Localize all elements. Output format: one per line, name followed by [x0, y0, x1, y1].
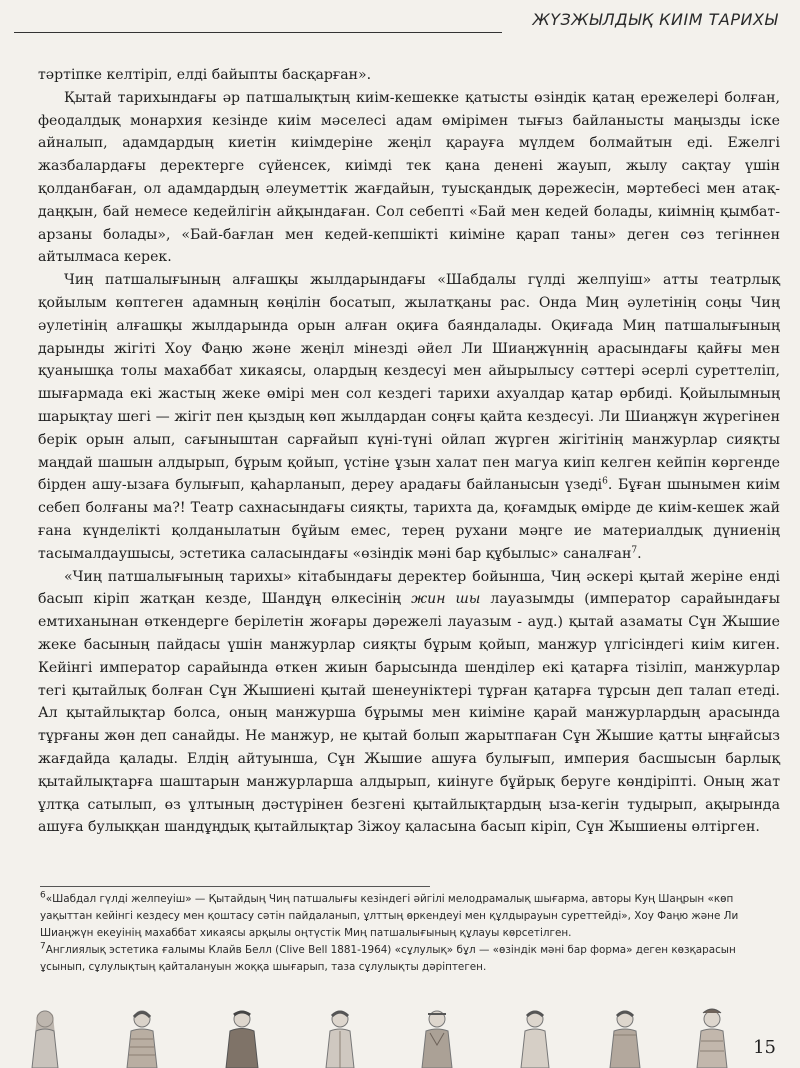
figure-sketch-5 — [412, 1005, 462, 1068]
footnote-6-mark: 6 — [40, 890, 46, 901]
footnote-7-text: Англиялық эстетика ғалымы Клайв Белл (Clive Bell 1881-1964) «сұлулық» бұл — «өзіндік мәні бар форма» деген көзқарасын ұсынып, сұлулықтың қайталануын жоққа шығарып, таза сұлулықты дәріптеген. — [40, 944, 736, 973]
header-title: ЖҮЗЖЫЛДЫҚ КИІМ ТАРИХЫ — [532, 10, 778, 29]
paragraph-3 — [38, 269, 780, 565]
paragraph-3-text-b: . Бұған шынымен киім себеп болғаны ма?! Театр сахнасындағы сияқты, тарихта да, қоғамдық өмірде де киім-кешек жай ғана күнделікті қолданылатын бұйым емес, терең рухани мәңге ие материалдық дүниенің тасымалдаушысы, эстетика саласындағы «өзіндік мәні бар құбылыс» саналған — [38, 477, 780, 562]
figure-sketch-8 — [687, 1005, 737, 1068]
footnotes — [40, 891, 780, 976]
paragraph-3-text-a: Чиң патшалығының алғашқы жылдарындағы «Шабдалы гүлді желпуіш» атты театрлық қойылым көптеген адамның көңілін босатып, жылатқаны рас. Онда Миң әулетінің соңы Чиң әулетінің алғашқы жылдарында орын алған оқиға баяндалады. Оқиғада Миң патшалығының дарынды жігіті Хоу Фаңю және жеңіл мінезді әйел Ли Шиаңжүннің арасындағы қайғы мен қуанышқа толы махаббат хикаясы, олардың кездесуі мен айырылысу сәттері әсерлі суреттеліп, шығармада екі жастың жеке өмірі мен сол кездегі тарихи ахуалдар қатар өрбиді. Қойылымның шарықтау шегі — жігіт пен қыздың көп жылдардан соңғы қайта кездесуі. Ли Шиаңжүн жүрегінен берік орын алып, сағыныштан сарғайып күні-түні ойлап жүрген жігітінің манжурлар сияқты маңдай шашын алдырып, бұрым қойып, үстіне ұзын халат пен магуа киіп келген кейпін көргенде бірден ашу-ызаға булығып, қаһарланып, дереу арадағы байланысын үзеді — [38, 272, 780, 494]
body-text — [38, 64, 780, 839]
running-header — [0, 10, 800, 36]
footnote-7 — [40, 942, 780, 976]
figure-sketch-4 — [315, 1005, 365, 1068]
paragraph-2: Қытай тарихындағы әр патшалықтың киім-кешекке қатысты өзіндік қатаң ережелері болған, феодалдық монархия кезінде киім мәселесі адам өмірімен тығыз байланысты маңызды іске айналып, адамдардың киетін киімдеріне жеңіл қарауға мүлдем болмайтын еді. Ежелгі жазбалардағы деректерге сүйенсек, киімді тек қана денені жауып, жылу сақтау үшін қолданбаған, ол адамдардың әлеуметтік жағдайын, туысқандық дәрежесін, мәртебесі мен атақ-даңқын, бай немесе кедейлігін айқындаған. Сол себепті «Бай мен кедей болады, киімнің қымбат-арзаны болады», «Бай-бағлан мен кедей-кепшікті киіміне қарап таны» деген сөз тегіннен айтылмаса керек. — [38, 89, 780, 266]
footnote-ref-6: 6 — [602, 476, 608, 487]
paragraph-4-text-b: лауазымды (император сарайындағы емтиханынан өткендерге берілетін жоғары дәрежелі лауазым - ауд.) қытай азаматы Сұн Жышие жеке басының пайдасы үшін манжурлар сияқты бұрым қойып, манжур үлгісіндегі киім киген. Кейінгі император сарайында өткен жиын барысында шенділер екі қатарға тізіліп, манжурлар тегі қытайлық болған Сұн Жышиені қытай шенеуніктері тұрған қатарға тұрсын деп талап етеді. Ал қытайлықтар болса, оның манжурша бұрымы мен киіміне қарай манжурлардың арасында тұрғаны жөн деп санайды. Не манжур, не қытай болып жарытпаған Сұн Жышие қатты ыңғайсыз жағдайда қалады. Елдің айтуынша, Сұн Жышие ашуға булығып, империя басшысын барлық қытайлықтарға шаштарын манжурларша алдырып, киінуге бұйрық беруге көндіріпті. Оның жат ұлтқа сатылып, өз ұлтының дәстүрінен безгені қытайлықтардың ыза-кегін тудырып, ақырында ашуға булыққан шандұңдық қытайлықтар Зіжоу қаласына басып кіріп, Сұн Жышиены өлтірген. — [38, 591, 780, 836]
header-rule — [14, 32, 502, 33]
footnote-rule — [40, 886, 430, 887]
costume-figures-strip — [12, 1005, 742, 1068]
footnote-6-text: «Шабдал гүлді желпеуіш» — Қытайдың Чиң патшалығы кезіндегі әйгілі мелодрамалық шығарма, авторы Куң Шаңрын «көп уақыттан кейінгі кездесу мен қоштасу сәтін пайдаланып, ұлттың өркендеуі мен құлдырауын суреттейді», Хоу Фаңю және Ли Шиаңжүн екеуінің махаббат хикаясы арқылы оңтүстік Миң патшалығының құлауы көрсетілген. — [40, 893, 739, 939]
footnote-ref-7: 7 — [631, 545, 638, 556]
figure-sketch-6 — [510, 1005, 560, 1068]
figure-sketch-2 — [117, 1005, 167, 1068]
paragraph-4-text-a: «Чиң патшалығының тарихы» кітабындағы деректер бойынша, Чиң әскері қытай жеріне енді басып кіріп жатқан кезде, Шандұң өлкесінің — [38, 568, 780, 608]
footnote-6 — [40, 891, 780, 942]
paragraph-4 — [38, 566, 780, 840]
paragraph-3-end: . — [637, 545, 642, 562]
footnote-7-mark: 7 — [40, 941, 46, 952]
paragraph-1: тәртіпке келтіріп, елді байыпты басқарған». — [38, 67, 372, 83]
figure-sketch-7 — [600, 1005, 650, 1068]
page-number: 15 — [753, 1037, 776, 1058]
paragraph-4-italic-term: жин шы — [411, 591, 481, 608]
figure-sketch-3 — [217, 1005, 267, 1068]
figure-sketch-1 — [20, 1005, 70, 1068]
